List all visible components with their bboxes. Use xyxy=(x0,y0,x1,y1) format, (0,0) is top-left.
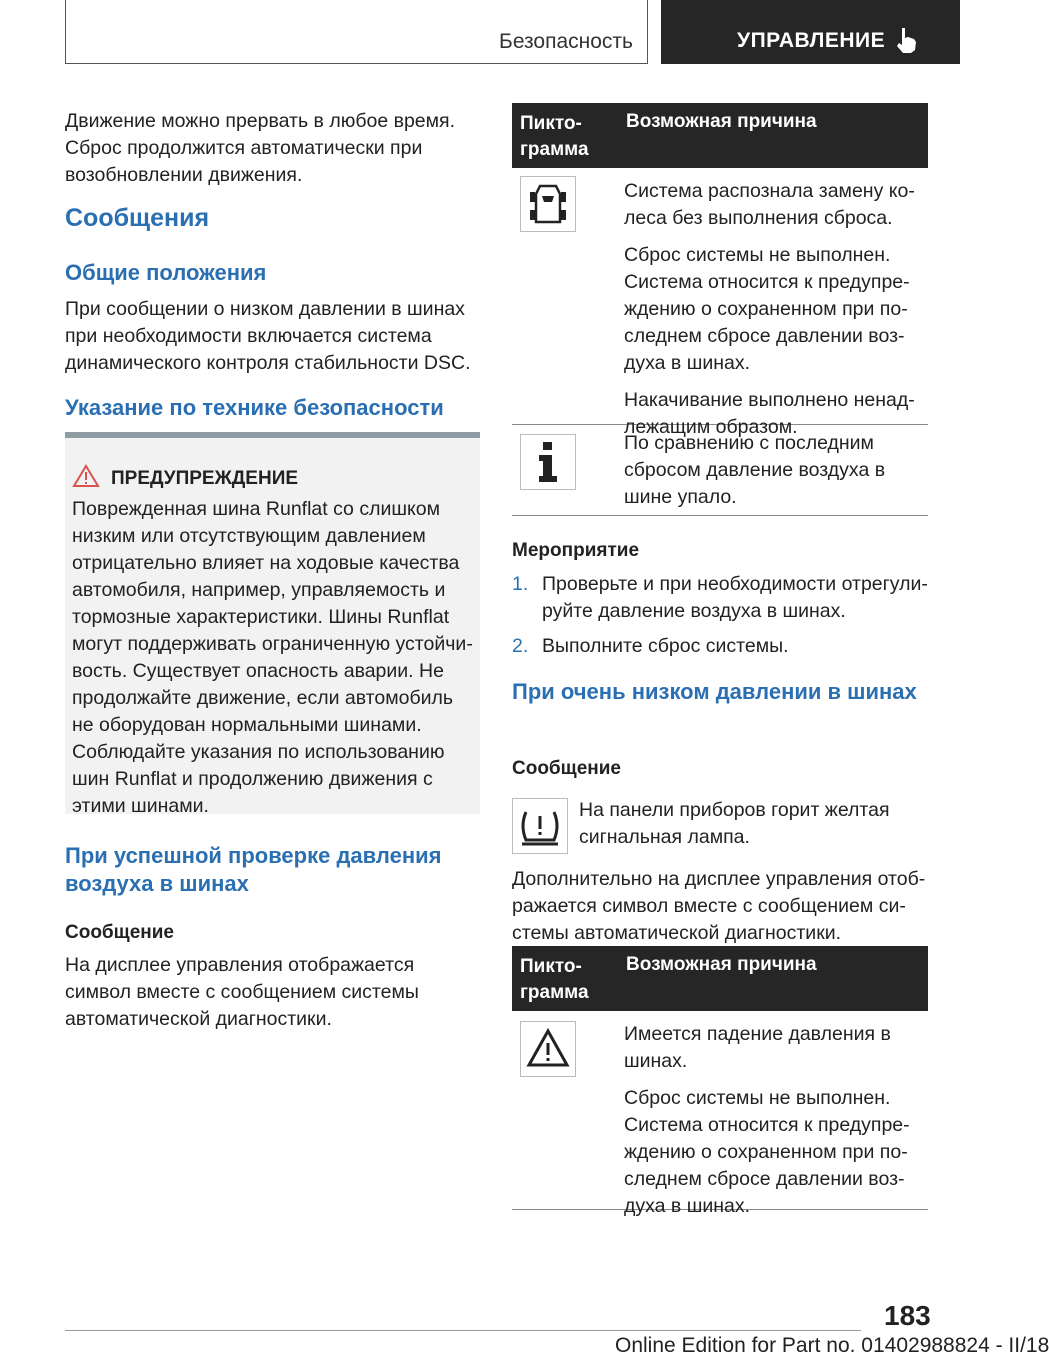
message-paragraph: На дисплее управления отображается символ вместе с сообщением системы автоматической диагностики. xyxy=(65,954,419,1030)
car-tires-icon xyxy=(520,176,576,232)
step-text: Проверьте и при необходимости отрегулируйте давление воздуха в шинах. xyxy=(542,573,928,622)
warning-triangle-icon xyxy=(72,464,100,488)
message-label: Сообщение xyxy=(65,922,174,943)
edition-text: Online Edition for Part no. 01402988824 - II/18 xyxy=(615,1334,1049,1357)
header-chapter-label: УПРАВЛЕНИЕ xyxy=(737,29,886,52)
step-number: 2. xyxy=(512,635,529,657)
cause-table-1 xyxy=(512,103,928,516)
warning-box xyxy=(65,432,480,817)
safety-heading: Указание по технике безопасности xyxy=(65,395,444,420)
table-row xyxy=(512,168,928,438)
warning-text: Поврежденная шина Runflat со слишком низким или отсутствующим давлением отрицательно влияет на ходовые качества автомобиля, например, управляемость и тормозные характеристики. Шины Runflat могут поддерживать ограниченную устойчивость. Существует опасность аварии. Не продолжайте движение, если автомобиль не оборудован нормальными шинами. Соблюдайте указания по использованию шин Runflat и продолжению движения с этими шинами. xyxy=(72,498,473,817)
low-message-label: Сообщение xyxy=(512,758,621,779)
cause-text: Накачивание выполнено ненадлежащим образом. xyxy=(624,389,915,438)
general-paragraph: При сообщении о низком давлении в шинах при необходимости включается система динамического контроля стабильности DSC. xyxy=(65,298,471,374)
cause-text: По сравнению с последним сбросом давление воздуха в шине упало. xyxy=(624,432,886,508)
cause-text: Сброс системы не выполнен. Система относится к предупреждению о сохраненном при последнем сбросе давлении воздуха в шинах. xyxy=(624,1087,910,1217)
header-section-label: Безопасность xyxy=(499,30,633,53)
list-item xyxy=(512,633,928,660)
cause-text: Система распознала замену колеса без выполнения сброса. xyxy=(624,180,915,229)
col-pictogram: Пиктограмма xyxy=(520,956,589,1003)
lamp-paragraph: На панели приборов горит желтая сигнальная лампа. xyxy=(579,799,890,848)
footer-divider xyxy=(65,1330,861,1331)
measures-list xyxy=(512,571,928,660)
hand-pointer-icon xyxy=(893,26,919,54)
general-heading: Общие положения xyxy=(65,260,267,285)
extra-paragraph: Дополнительно на дисплее управления отображается символ вместе с сообщением системы автоматической диагностики. xyxy=(512,868,926,944)
table-header xyxy=(512,946,928,1011)
step-number: 1. xyxy=(512,573,529,595)
table-row xyxy=(512,425,928,516)
warning-triangle-icon xyxy=(520,1021,576,1077)
low-pressure-heading: При очень низком давлении в шинах xyxy=(512,679,917,704)
col-cause: Возможная причина xyxy=(626,954,817,975)
col-pictogram: Пиктограмма xyxy=(520,113,589,160)
cause-text: Сброс системы не выполнен. Система относится к предупреждению о сохраненном при последнем сбросе давлении воздуха в шинах. xyxy=(624,244,910,374)
info-icon xyxy=(520,434,576,490)
step-text: Выполните сброс системы. xyxy=(542,635,789,657)
list-item xyxy=(512,571,928,625)
table-row xyxy=(512,1011,928,1217)
success-heading: При успешной проверке давления воздуха в шинах xyxy=(65,843,442,896)
measures-heading: Мероприятие xyxy=(512,540,640,561)
intro-paragraph: Движение можно прервать в любое время. Сброс продолжится автоматически при возобновлении движения. xyxy=(65,110,456,186)
warning-title: ПРЕДУПРЕЖДЕНИЕ xyxy=(111,468,299,489)
cause-text: Имеется падение давления в шинах. xyxy=(624,1023,891,1072)
col-cause: Возможная причина xyxy=(626,111,817,132)
page-number: 183 xyxy=(884,1300,931,1331)
header-section-tab xyxy=(65,0,648,64)
tire-pressure-lamp-icon xyxy=(512,798,568,854)
table-header xyxy=(512,103,928,168)
cause-table-2 xyxy=(512,946,928,1217)
messages-heading: Сообщения xyxy=(65,204,210,232)
